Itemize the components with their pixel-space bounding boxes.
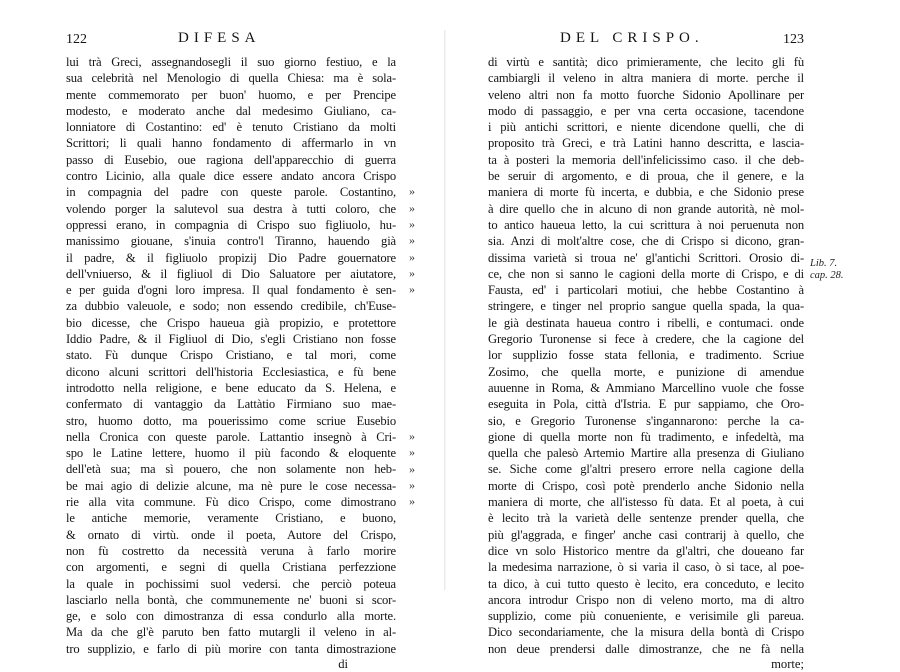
- text-line: manissimo giouane, s'inuia contro'l Tiranno, hauendo già: [66, 234, 396, 249]
- right-page: [488, 30, 804, 672]
- catchword-right: morte;: [771, 656, 804, 671]
- text-line: gione di quella morte non fù tradimento, e infedeltà, ma: [488, 429, 804, 444]
- text-line: confermato di vantaggio da Lattàtio Firmiano suo mae-: [66, 397, 396, 412]
- left-page-text: [66, 54, 396, 657]
- text-line: ce, che non si sanno le cagioni della morte di Crispo, e di: [488, 266, 804, 281]
- text-line: Fausta, ed' i particolari motiui, che hebbe Costantino à: [488, 283, 804, 298]
- text-line: Iddio Padre, & il Figliuol di Dio, s'egli Cristiano non fosse: [66, 332, 396, 347]
- left-running-head: [66, 30, 396, 52]
- text-line: Dico secondariamente, che la misura della bontà di Crispo: [488, 625, 804, 640]
- text-line: introdotto nella religione, e bene educato da S. Helena, e: [66, 380, 396, 395]
- quotation-mark: »: [409, 233, 415, 248]
- text-line: mente commemorato per buon' huomo, e per Prencipe: [66, 87, 396, 102]
- catchword-left: di: [338, 656, 348, 671]
- quotation-mark: »: [409, 217, 415, 231]
- text-line: rie alla vita commune. Fù dico Crispo, come dimostrano: [66, 495, 396, 510]
- text-line: non fù costretto da necessità veruna à farlo morire: [66, 543, 396, 558]
- text-line: morte di Crispo, così potè prenderlo anche Sidonio nella: [488, 478, 804, 493]
- quotation-mark: »: [409, 445, 415, 460]
- text-line: ancora introdur Crispo non di veleno morto, ma di altro: [488, 592, 804, 607]
- text-line: auuenne in Roma, & Ammiano Marcellino vuole che fosse: [488, 380, 804, 395]
- text-line: stro, huomo dotto, ma pouerissimo come scriue Eusebio: [66, 413, 396, 428]
- text-line: dicono alcuni scrittori dell'historia Ecclesiastica, e fù bene: [66, 364, 396, 379]
- text-line: modesto, e moderato anche dal medesimo Giuliano, ca-: [66, 103, 396, 118]
- text-line: di virtù e santità; dico primieramente, che lecito gli fù: [488, 55, 804, 69]
- text-line: stringere, e tinger nel proprio sangue quella spada, la qua-: [488, 299, 804, 314]
- text-line: passo di Eusebio, oue ragiona dell'apparecchio di guerra: [66, 152, 396, 167]
- text-line: eseguita in Pola, città d'Istria. E pur sappiamo, che Oro-: [488, 397, 804, 412]
- text-line: contro Licinio, alla quale dice essere andato ancora Crispo: [66, 169, 396, 184]
- text-line: dell'età sua; ma sì pouero, che non solamente non heb-: [66, 462, 396, 477]
- quotation-mark: »: [409, 461, 415, 476]
- text-line: modo di passaggio, e per vna certa occasione, tacendone: [488, 103, 804, 118]
- text-line: il padre, & il figliuolo propizij Dio Padre gouernatore: [66, 250, 396, 265]
- text-line: stato. Fù dunque Crispo Cristiano, e tal mori, come: [66, 348, 396, 363]
- text-line: Scrittori; li quali hanno fondamento di affermarlo in vn: [66, 136, 396, 151]
- quotation-mark: »: [409, 249, 415, 264]
- quotation-mark: »: [409, 428, 415, 443]
- text-line: to antico haueua letto, la cui scrittura à noi peruenuta non: [488, 217, 804, 232]
- quotation-mark: »: [409, 494, 415, 509]
- text-line: quella che palesò Artemio Martire alla presenza di Giuliano: [488, 446, 804, 461]
- text-line: è lecito trà la varietà delle sentenze prender quella, che: [488, 511, 804, 526]
- quotation-mark: »: [409, 282, 415, 297]
- gutter-shadow: [444, 30, 446, 590]
- text-line: la quale in pochissimi suol vedersi. che perciò poteua: [66, 576, 396, 591]
- text-line: maniera di morte, che all'istesso fù data. Et al poeta, à cui: [488, 495, 804, 510]
- text-line: Ma da che gl'è paruto ben fatto mutargli il veleno in al-: [66, 625, 396, 640]
- text-line: ta à posteri la memoria dell'infelicissimo caso. il che deb-: [488, 152, 804, 167]
- margin-note-book: Lib. 7.: [810, 258, 838, 269]
- text-line: non deue prendersi dalle dimostranze, che ne fà nella: [488, 641, 804, 656]
- text-line: à dire quello che in alcuno di non grande autorità, nè mol-: [488, 201, 804, 216]
- text-line: dice vn solo Historico mentre da gl'altri, che doueano far: [488, 543, 804, 558]
- quotation-mark: »: [409, 265, 415, 280]
- text-line: e per guida d'ogni loro impresa. Il qual fondamento è sen-: [66, 283, 396, 298]
- text-line: bio dicesse, che Crispo haueua già propizio, e protettore: [66, 315, 396, 330]
- text-line: le antiche memorie, veramente Cristiano, e buono,: [66, 511, 396, 526]
- margin-note-chapter: cap. 28.: [810, 270, 844, 281]
- text-line: Gregorio Turonense si fece à credere, che la cagione del: [488, 332, 804, 347]
- text-line: nella Cronica con queste parole. Lattantio insegnò à Cri-: [66, 429, 396, 444]
- text-line: se. Siche come gl'altri presero errore nella cagione della: [488, 462, 804, 477]
- text-line: spo le Latine lettere, huomo il più facondo & eloquente: [66, 446, 396, 461]
- text-line: ta dico, à cui tutto questo è lecito, era conceduto, e lecito: [488, 576, 804, 591]
- page-number-left: 122: [66, 32, 87, 47]
- text-line: sia. Anzi di molt'altre cose, che di Crispo si dicono, gran-: [488, 234, 804, 249]
- text-line: za dubbio valeuole, e sodo; non essendo credibile, ch'Euse-: [66, 299, 396, 314]
- quotation-mark: »: [409, 200, 415, 215]
- text-line: lonniatore di Costantino: ed' è tenuto Cristiano da molti: [66, 120, 396, 135]
- text-line: ge, e solo con dimostranza di essa condurlo alla morte.: [66, 609, 396, 624]
- text-line: tro supplizio, e farlo di più morire con tanta dimostrazione: [66, 641, 396, 656]
- text-line: oppressi erano, in compagnia di Crispo suo figliuolo, hu-: [66, 217, 396, 232]
- text-line: supplizio, come più conueniente, e verisimile gli pareua.: [488, 609, 804, 624]
- text-line: lor supplizio fosse stata fellonia, e tradimento. Scriue: [488, 348, 804, 363]
- page-number-right: 123: [783, 32, 804, 47]
- text-line: sua celebrità nel Menologio di quella Chiesa: ma è sola-: [66, 71, 396, 86]
- text-line: sio, e Gregorio Turonense s'ingannarono: perche la ca-: [488, 413, 804, 428]
- text-line: be mai agio di delizie alcune, ma nè pure le cose necessa-: [66, 478, 396, 493]
- text-line: maniera di morte fù incerta, e dubbia, e che Sidonio prese: [488, 185, 804, 200]
- right-running-head: [488, 30, 804, 52]
- margin-note: [810, 258, 880, 282]
- text-line: & ornato di virtù. onde il poeta, Autore del Crispo,: [66, 527, 396, 542]
- text-line: proposito trà Greci, e trà Latini hanno descritta, e lascia-: [488, 136, 804, 151]
- text-line: dell'vniuerso, & il figliuol di Dio Saluatore per aiutatore,: [66, 266, 396, 281]
- text-line: in compagnia del padre con queste parole. Costantino,: [66, 185, 396, 200]
- text-line: con argomenti, e segni di quella Cristiana perfezzione: [66, 560, 396, 575]
- text-line: dissima varietà si troua ne' gl'antichi Scrittori. Orosio di-: [488, 250, 804, 265]
- running-title-left: DIFESA: [178, 30, 261, 46]
- text-line: più gl'aggrada, e finger' anche casi contrarij à quello, che: [488, 527, 804, 542]
- text-line: lui trà Greci, assegnandosegli il suo giorno festiuo, e la: [66, 55, 396, 69]
- text-line: veleno altri non fa motto fuorche Sidonio Apollinare per: [488, 87, 804, 102]
- quotation-mark: »: [409, 477, 415, 492]
- right-page-text: [488, 54, 804, 657]
- text-line: volendo porger la salutevol sua destra à tutti coloro, che: [66, 201, 396, 216]
- running-title-right: DEL CRISPO.: [560, 30, 704, 46]
- text-line: i più antichi scrittori, e niente dicendone quelli, che di: [488, 120, 804, 135]
- text-line: la medesima narrazione, ò si varia il caso, ò si tace, al poe-: [488, 560, 804, 575]
- text-line: cambiargli il veleno in altra maniera di morte. perche il: [488, 71, 804, 86]
- text-line: Zosimo, che quella morte, e punizione di amendue: [488, 364, 804, 379]
- quotation-mark: »: [409, 184, 415, 199]
- left-page: [66, 30, 415, 672]
- text-line: be seruir di argomento, e di proua, che il genere, e la: [488, 169, 804, 184]
- text-line: lasciarlo nella bontà, che communemente ne' buoni si scor-: [66, 592, 396, 607]
- text-line: le già destinata haueua contro i ribelli, e contumaci. onde: [488, 315, 804, 330]
